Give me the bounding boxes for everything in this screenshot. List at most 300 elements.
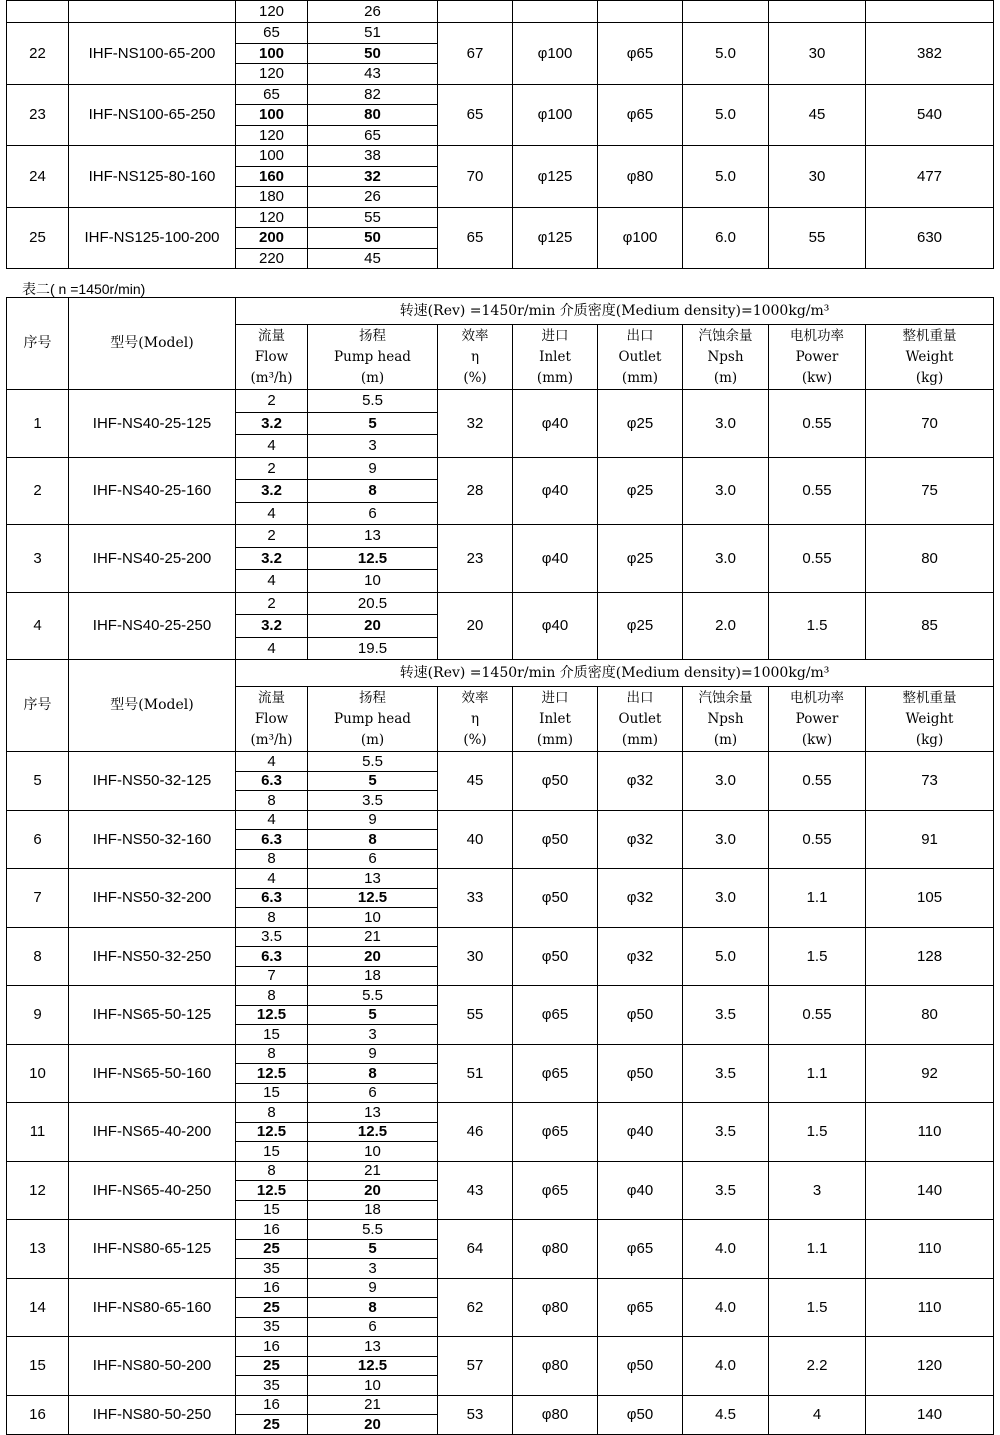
model-name: IHF-NS40-25-250 [69,592,236,660]
header-weight-line: (kg) [915,369,944,386]
flow-value: 120 [236,207,308,228]
header-outlet-line: 出口 [626,327,654,344]
model-name: IHF-NS40-25-160 [69,457,236,525]
head-value: 3 [308,1259,438,1279]
header-row [7,298,994,325]
header-head-line: Pump head [334,348,411,365]
inlet-value: φ65 [513,1161,598,1220]
header-power-line: (kw) [801,369,833,386]
npsh-value: 3.0 [683,869,769,928]
weight-value: 110 [866,1278,994,1337]
head-value: 55 [308,207,438,228]
head-value: 20 [308,1415,438,1435]
table-row [7,1278,994,1298]
table-row [7,1044,994,1064]
efficiency-value: 32 [438,390,513,458]
table-row [7,1395,994,1415]
outlet-value: φ25 [598,592,683,660]
outlet-value: φ32 [598,927,683,986]
npsh-value: 4.0 [683,1220,769,1279]
model-name: IHF-NS80-65-125 [69,1220,236,1279]
flow-value: 6.3 [236,947,308,967]
table-row [7,869,994,889]
efficiency-value: 65 [438,207,513,269]
flow-value: 15 [236,1200,308,1220]
head-value: 12.5 [308,1122,438,1142]
npsh-value: 3.0 [683,525,769,593]
npsh-value: 6.0 [683,207,769,269]
npsh-value: 3.5 [683,1103,769,1162]
flow-value: 4 [236,570,308,593]
inlet-value: φ100 [513,23,598,85]
power-value: 1.1 [769,1044,866,1103]
header-model: 型号(Model) [69,660,236,752]
head-value: 10 [308,1142,438,1162]
efficiency-value: 62 [438,1278,513,1337]
header-weight-line: Weight [905,710,954,727]
outlet-value: φ25 [598,525,683,593]
power-value: 1.5 [769,592,866,660]
row-number: 12 [7,1161,69,1220]
flow-value: 120 [236,1,308,23]
flow-value: 3.2 [236,480,308,503]
head-value: 5 [308,771,438,791]
model-name: IHF-NS100-65-250 [69,84,236,146]
header-weight-line: (kg) [915,731,944,748]
model-name: IHF-NS80-50-200 [69,1337,236,1396]
row-number: 25 [7,207,69,269]
header-flow [236,687,308,752]
inlet-value: φ40 [513,457,598,525]
header-inlet-line: 进口 [541,327,569,344]
header-flow-line: Flow [254,348,289,365]
flow-value: 35 [236,1259,308,1279]
flow-value: 8 [236,1161,308,1181]
inlet-value: φ50 [513,869,598,928]
header-weight-line: Weight [905,348,954,365]
flow-value: 15 [236,1142,308,1162]
row-number: 15 [7,1337,69,1396]
efficiency-value: 65 [438,84,513,146]
header-power-line: Power [795,348,839,365]
power-value: 55 [769,207,866,269]
head-value: 6 [308,1083,438,1103]
model-name: IHF-NS80-65-160 [69,1278,236,1337]
flow-value: 35 [236,1317,308,1337]
flow-value: 100 [236,105,308,126]
npsh-value: 4.5 [683,1395,769,1434]
flow-value: 15 [236,1025,308,1045]
head-value: 45 [308,248,438,269]
model-name: IHF-NS125-80-160 [69,146,236,208]
efficiency-value: 46 [438,1103,513,1162]
efficiency-value: 30 [438,927,513,986]
head-value: 3 [308,1025,438,1045]
header-power-line: (kw) [801,731,833,748]
inlet-value: φ125 [513,207,598,269]
head-value: 8 [308,480,438,503]
inlet-value: φ40 [513,592,598,660]
weight-value: 140 [866,1161,994,1220]
head-value: 18 [308,966,438,986]
flow-value: 8 [236,986,308,1006]
header-flow-line: Flow [254,710,289,727]
flow-value: 16 [236,1278,308,1298]
header-model: 型号(Model) [69,298,236,390]
flow-value: 25 [236,1415,308,1435]
flow-value: 4 [236,869,308,889]
header-head-line: 扬程 [359,689,386,706]
power-value: 0.55 [769,986,866,1045]
row-number: 22 [7,23,69,85]
header-eff-line: (%) [463,369,487,386]
table-two [6,297,994,1435]
flow-value: 12.5 [236,1122,308,1142]
flow-value: 100 [236,146,308,167]
row-number: 3 [7,525,69,593]
row-number: 24 [7,146,69,208]
npsh-value: 2.0 [683,592,769,660]
weight-value: 91 [866,810,994,869]
head-value: 20.5 [308,592,438,615]
header-flow-line: 流量 [258,327,285,344]
outlet-value: φ65 [598,84,683,146]
head-value: 8 [308,1064,438,1084]
row-number: 11 [7,1103,69,1162]
header-outlet-line: 出口 [626,689,654,706]
flow-value: 120 [236,64,308,85]
flow-value: 15 [236,1083,308,1103]
flow-value: 3.2 [236,412,308,435]
head-value: 8 [308,830,438,850]
weight-value: 92 [866,1044,994,1103]
head-value: 13 [308,1103,438,1123]
empty-cell [513,1,598,23]
head-value: 18 [308,1200,438,1220]
model-name: IHF-NS80-50-250 [69,1395,236,1434]
row-number: 14 [7,1278,69,1337]
weight-value: 105 [866,869,994,928]
head-value: 19.5 [308,637,438,660]
table-row [7,810,994,830]
npsh-value: 5.0 [683,84,769,146]
header-head [308,687,438,752]
row-number: 13 [7,1220,69,1279]
flow-value: 4 [236,810,308,830]
flow-value: 220 [236,248,308,269]
table-row [7,927,994,947]
row-number: 4 [7,592,69,660]
table-row [7,23,994,44]
flow-value: 160 [236,166,308,187]
outlet-value: φ80 [598,146,683,208]
head-value: 5 [308,412,438,435]
efficiency-value: 53 [438,1395,513,1434]
efficiency-value: 28 [438,457,513,525]
power-value: 0.55 [769,390,866,458]
head-value: 51 [308,23,438,44]
table-row [7,1,994,23]
inlet-value: φ50 [513,752,598,811]
flow-value: 8 [236,791,308,811]
head-value: 12.5 [308,888,438,908]
header-power-line: 电机功率 [790,327,844,344]
row-number: 1 [7,390,69,458]
head-value: 5.5 [308,1220,438,1240]
inlet-value: φ80 [513,1220,598,1279]
weight-value: 110 [866,1103,994,1162]
flow-value: 16 [236,1220,308,1240]
row-number: 7 [7,869,69,928]
outlet-value: φ32 [598,752,683,811]
weight-value: 140 [866,1395,994,1434]
row-number: 6 [7,810,69,869]
row-number: 9 [7,986,69,1045]
power-value: 45 [769,84,866,146]
power-value: 1.1 [769,869,866,928]
flow-value: 12.5 [236,1064,308,1084]
outlet-value: φ100 [598,207,683,269]
model-name: IHF-NS125-100-200 [69,207,236,269]
head-value: 50 [308,43,438,64]
header-flow-line: (m³/h) [250,369,293,386]
header-outlet-line: (mm) [621,731,659,748]
weight-value: 80 [866,986,994,1045]
inlet-value: φ80 [513,1278,598,1337]
header-no: 序号 [7,298,69,390]
npsh-value: 4.0 [683,1278,769,1337]
flow-value: 35 [236,1376,308,1396]
head-value: 9 [308,1044,438,1064]
flow-value: 180 [236,187,308,208]
table-row [7,986,994,1006]
flow-value: 8 [236,1103,308,1123]
head-value: 12.5 [308,547,438,570]
empty-cell [438,1,513,23]
flow-value: 8 [236,849,308,869]
head-value: 32 [308,166,438,187]
header-eff-line: η [470,710,480,727]
header-inlet [513,687,598,752]
table-row [7,1161,994,1181]
head-value: 26 [308,187,438,208]
power-value: 30 [769,23,866,85]
header-weight-line: 整机重量 [902,327,957,344]
outlet-value: φ40 [598,1103,683,1162]
head-value: 12.5 [308,1356,438,1376]
power-value: 0.55 [769,525,866,593]
efficiency-value: 40 [438,810,513,869]
model-name: IHF-NS65-40-200 [69,1103,236,1162]
flow-value: 25 [236,1239,308,1259]
flow-value: 4 [236,637,308,660]
flow-value: 4 [236,502,308,525]
npsh-value: 3.5 [683,1044,769,1103]
empty-cell [866,1,994,23]
model-name: IHF-NS50-32-200 [69,869,236,928]
outlet-value: φ50 [598,1395,683,1434]
header-npsh-line: 汽蚀余量 [698,689,753,706]
npsh-value: 5.0 [683,23,769,85]
model-name: IHF-NS65-40-250 [69,1161,236,1220]
weight-value: 70 [866,390,994,458]
head-value: 20 [308,1181,438,1201]
header-no: 序号 [7,660,69,752]
outlet-value: φ32 [598,869,683,928]
header-inlet-line: Inlet [539,348,571,365]
efficiency-value: 33 [438,869,513,928]
inlet-value: φ65 [513,1103,598,1162]
inlet-value: φ40 [513,390,598,458]
head-value: 21 [308,927,438,947]
table-row [7,207,994,228]
power-value: 4 [769,1395,866,1434]
table-row [7,1220,994,1240]
header-outlet-line: (mm) [621,369,659,386]
model-name: IHF-NS50-32-250 [69,927,236,986]
flow-value: 6.3 [236,888,308,908]
head-value: 10 [308,570,438,593]
flow-value: 7 [236,966,308,986]
header-inlet [513,325,598,390]
table-row [7,1337,994,1357]
flow-value: 4 [236,752,308,772]
model-name: IHF-NS40-25-125 [69,390,236,458]
head-value: 21 [308,1395,438,1415]
row-number: 2 [7,457,69,525]
flow-value: 65 [236,23,308,44]
head-value: 13 [308,525,438,548]
flow-value: 120 [236,125,308,146]
head-value: 3.5 [308,791,438,811]
outlet-value: φ65 [598,23,683,85]
outlet-value: φ25 [598,390,683,458]
header-head-line: Pump head [334,710,411,727]
flow-value: 6.3 [236,830,308,850]
power-value: 0.55 [769,810,866,869]
flow-value: 12.5 [236,1005,308,1025]
outlet-value: φ50 [598,1337,683,1396]
flow-value: 6.3 [236,771,308,791]
header-eff-line: η [470,348,480,365]
flow-value: 25 [236,1356,308,1376]
head-value: 21 [308,1161,438,1181]
model-name: IHF-NS40-25-200 [69,525,236,593]
flow-value: 100 [236,43,308,64]
efficiency-value: 20 [438,592,513,660]
inlet-value: φ80 [513,1395,598,1434]
weight-value: 75 [866,457,994,525]
head-value: 13 [308,1337,438,1357]
table-caption: 表二( n =1450r/min) [22,281,146,297]
npsh-value: 5.0 [683,927,769,986]
header-eff [438,325,513,390]
flow-value: 4 [236,435,308,458]
header-npsh-line: Npsh [707,710,744,727]
empty-cell [683,1,769,23]
power-value: 1.5 [769,1103,866,1162]
flow-value: 2 [236,390,308,413]
header-outlet [598,687,683,752]
efficiency-value: 45 [438,752,513,811]
table-row [7,752,994,772]
head-value: 13 [308,869,438,889]
header-outlet-line: Outlet [618,348,662,365]
efficiency-value: 23 [438,525,513,593]
header-eff-line: 效率 [461,327,489,344]
weight-value: 382 [866,23,994,85]
weight-value: 120 [866,1337,994,1396]
model-name: IHF-NS100-65-200 [69,23,236,85]
model-name: IHF-NS65-50-125 [69,986,236,1045]
npsh-value: 3.5 [683,986,769,1045]
header-npsh-line: (m) [713,731,738,748]
weight-value: 73 [866,752,994,811]
table-row [7,146,994,167]
row-number: 16 [7,1395,69,1434]
head-value: 20 [308,615,438,638]
header-eff-line: 效率 [461,689,489,706]
header-banner: 转速(Rev) =1450r/min 介质密度(Medium density)=1000kg/m³ [236,660,994,687]
flow-value: 25 [236,1298,308,1318]
inlet-value: φ50 [513,810,598,869]
head-value: 65 [308,125,438,146]
flow-value: 2 [236,457,308,480]
header-row [7,660,994,687]
flow-value: 8 [236,908,308,928]
flow-value: 200 [236,228,308,249]
weight-value: 85 [866,592,994,660]
flow-value: 3.2 [236,547,308,570]
head-value: 9 [308,810,438,830]
npsh-value: 4.0 [683,1337,769,1396]
power-value: 2.2 [769,1337,866,1396]
npsh-value: 3.5 [683,1161,769,1220]
power-value: 1.1 [769,1220,866,1279]
header-inlet-line: (mm) [536,369,574,386]
outlet-value: φ65 [598,1220,683,1279]
header-power [769,325,866,390]
weight-value: 80 [866,525,994,593]
header-banner: 转速(Rev) =1450r/min 介质密度(Medium density)=1000kg/m³ [236,298,994,325]
header-power [769,687,866,752]
empty-cell [598,1,683,23]
efficiency-value: 57 [438,1337,513,1396]
outlet-value: φ50 [598,986,683,1045]
header-head [308,325,438,390]
row-number [7,1,69,23]
weight-value: 110 [866,1220,994,1279]
header-inlet-line: (mm) [536,731,574,748]
head-value: 8 [308,1298,438,1318]
table-row [7,525,994,548]
weight-value: 630 [866,207,994,269]
efficiency-value: 64 [438,1220,513,1279]
head-value: 5 [308,1005,438,1025]
npsh-value: 3.0 [683,457,769,525]
flow-value: 8 [236,1044,308,1064]
head-value: 6 [308,1317,438,1337]
model-name [69,1,236,23]
weight-value: 540 [866,84,994,146]
header-inlet-line: 进口 [541,689,569,706]
head-value: 26 [308,1,438,23]
header-npsh [683,325,769,390]
head-value: 5 [308,1239,438,1259]
power-value: 3 [769,1161,866,1220]
head-value: 10 [308,1376,438,1396]
inlet-value: φ65 [513,1044,598,1103]
